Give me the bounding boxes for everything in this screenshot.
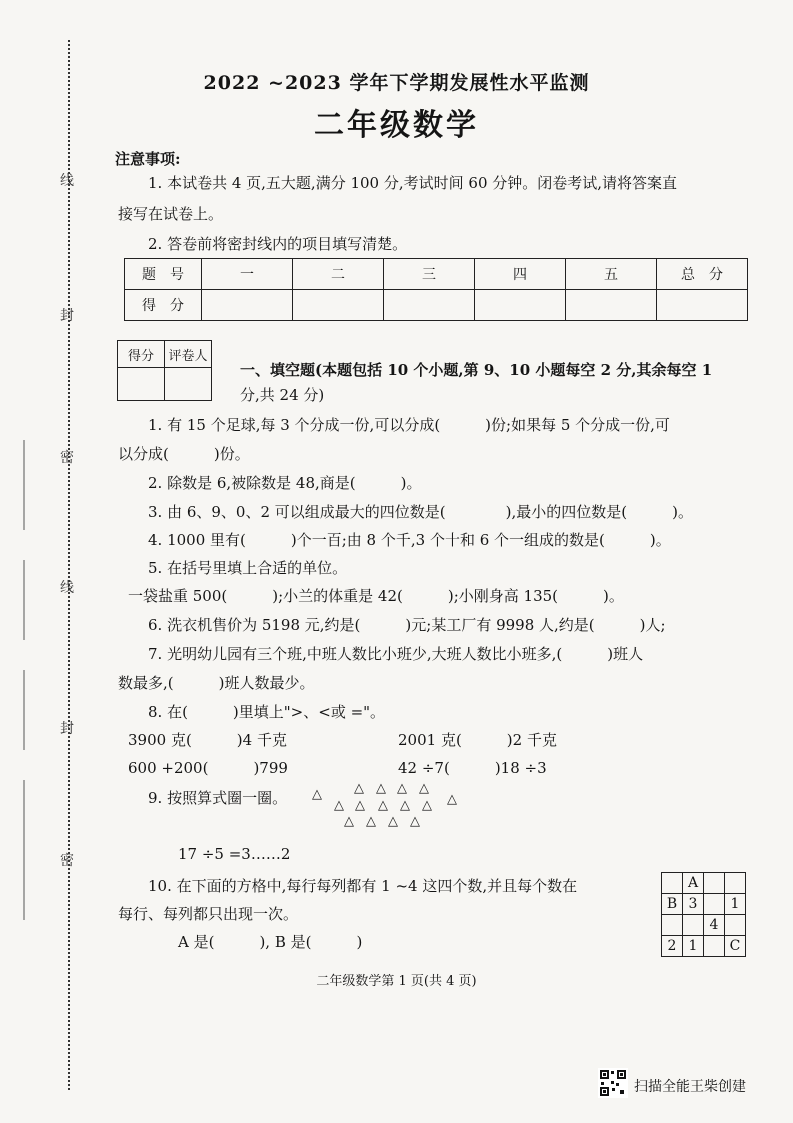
grid-cell: [662, 915, 683, 936]
page-footer: 二年级数学第 1 页(共 4 页): [316, 974, 477, 989]
triangle-shape: △: [344, 814, 354, 829]
column-label-3: 三: [384, 259, 475, 290]
exam-title: 2022 ~2023 学年下学期发展性水平监测: [203, 72, 590, 94]
question-8-b: 2001 克( )2 千克: [398, 731, 557, 749]
student-info-lines: [14, 440, 34, 920]
notice-heading: 注意事项:: [115, 150, 181, 168]
question-10: 10. 在下面的方格中,每行每列都有 1 ~4 这四个数,并且每个数在: [148, 877, 578, 895]
notice-item-2: 2. 答卷前将密封线内的项目填写清楚。: [148, 235, 408, 253]
grid-cell: 1: [725, 894, 746, 915]
triangle-shape: △: [334, 798, 344, 813]
seal-char-mi: 密: [60, 450, 74, 466]
triangle-shape: △: [419, 781, 429, 796]
question-2: 2. 除数是 6,被除数是 48,商是( )。: [148, 474, 422, 492]
grid-cell: 4: [704, 915, 725, 936]
grid-cell: [725, 915, 746, 936]
triangle-shape: △: [378, 798, 388, 813]
section1-heading: 一、填空题(本题包括 10 个小题,第 9、10 小题每空 2 分,其余每空 1: [240, 361, 713, 379]
grid-cell: [704, 873, 725, 894]
grid-cell: 3: [683, 894, 704, 915]
seal-char-mi-2: 密: [60, 853, 74, 869]
question-8: 8. 在( )里填上">、<或 ="。: [148, 703, 386, 721]
grid-cell: 1: [683, 936, 704, 957]
column-label-total: 总 分: [657, 259, 748, 290]
triangle-shape: △: [354, 781, 364, 796]
column-label-5: 五: [566, 259, 657, 290]
grid-cell: [683, 915, 704, 936]
question-5: 5. 在括号里填上合适的单位。: [148, 559, 348, 577]
score-cell-1[interactable]: [202, 290, 293, 321]
grid-cell: B: [662, 894, 683, 915]
grid-cell: 2: [662, 936, 683, 957]
section1-heading-cont: 分,共 24 分): [240, 386, 325, 404]
question-1-cont: 以分成( )份。: [118, 445, 250, 463]
notice-item-1-cont: 接写在试卷上。: [118, 205, 224, 223]
grader-name-cell[interactable]: [165, 368, 212, 401]
triangle-shape: △: [366, 814, 376, 829]
column-label-1: 一: [202, 259, 293, 290]
score-table-header-row: [125, 259, 748, 290]
score-table-score-row: [125, 290, 748, 321]
question-1: 1. 有 15 个足球,每 3 个分成一份,可以分成( )份;如果每 5 个分成一份,可: [148, 416, 670, 434]
score-cell-2[interactable]: [293, 290, 384, 321]
grader-score-label: 得分: [118, 341, 165, 368]
question-3: 3. 由 6、9、0、2 可以组成最大的四位数是( ),最小的四位数是( )。: [148, 503, 693, 521]
grid-cell: [725, 873, 746, 894]
question-9: 9. 按照算式圈一圈。: [148, 789, 288, 807]
triangle-shape: △: [355, 798, 365, 813]
triangle-shape: △: [312, 787, 322, 802]
question-4: 4. 1000 里有( )个一百;由 8 个千,3 个十和 6 个一组成的数是( )。: [148, 531, 671, 549]
question-7-cont: 数最多,( )班人数最少。: [118, 674, 315, 692]
question-8-c: 600 +200( )799: [128, 759, 288, 777]
seal-char-feng-2: 封: [60, 721, 74, 737]
seal-char-xian-2: 线: [60, 580, 74, 596]
triangle-shape: △: [376, 781, 386, 796]
question-5-items: 一袋盐重 500( );小兰的体重是 42( );小刚身高 135( )。: [128, 587, 624, 605]
grader-score-cell[interactable]: [118, 368, 165, 401]
question-8-a: 3900 克( )4 千克: [128, 731, 287, 749]
triangle-shape: △: [397, 781, 407, 796]
grid-cell: [662, 873, 683, 894]
score-cell-3[interactable]: [384, 290, 475, 321]
score-cell-total[interactable]: [657, 290, 748, 321]
score-cell-5[interactable]: [566, 290, 657, 321]
notice-item-1: 1. 本试卷共 4 页,五大题,满分 100 分,考试时间 60 分钟。闭卷考试,请将答案直: [148, 174, 678, 192]
subject-title: 二年级数学: [314, 108, 479, 143]
column-label-2: 二: [293, 259, 384, 290]
row-label-score: 得 分: [125, 290, 202, 321]
score-table: [124, 258, 748, 321]
score-cell-4[interactable]: [475, 290, 566, 321]
question-10-answer: A 是( ), B 是( ): [178, 933, 363, 951]
seal-char-xian: 线: [60, 173, 74, 189]
grid-cell: C: [725, 936, 746, 957]
triangle-shape: △: [447, 792, 457, 807]
question-6: 6. 洗衣机售价为 5198 元,约是( )元;某工厂有 9998 人,约是( )人;: [148, 616, 666, 634]
seal-char-feng: 封: [60, 308, 74, 324]
question-8-d: 42 ÷7( )18 ÷3: [398, 759, 547, 777]
row-label-question-number: 题 号: [125, 259, 202, 290]
scanner-watermark: 扫描全能王柴创建: [634, 1079, 746, 1095]
grid-cell: A: [683, 873, 704, 894]
grid-cell: [704, 894, 725, 915]
column-label-4: 四: [475, 259, 566, 290]
triangle-shape: △: [422, 798, 432, 813]
question-9-formula: 17 ÷5 =3……2: [178, 845, 291, 863]
seal-dotted-line: [68, 40, 70, 1090]
triangle-shape: △: [388, 814, 398, 829]
question-7: 7. 光明幼儿园有三个班,中班人数比小班少,大班人数比小班多,( )班人: [148, 645, 644, 663]
grader-name-label: 评卷人: [165, 341, 212, 368]
triangle-shape: △: [410, 814, 420, 829]
grid-cell: [704, 936, 725, 957]
question-10-cont: 每行、每列都只出现一次。: [118, 905, 299, 923]
number-grid: [661, 872, 746, 957]
grader-box: [117, 340, 212, 401]
qr-code-icon: [598, 1068, 628, 1098]
triangle-shape: △: [400, 798, 410, 813]
